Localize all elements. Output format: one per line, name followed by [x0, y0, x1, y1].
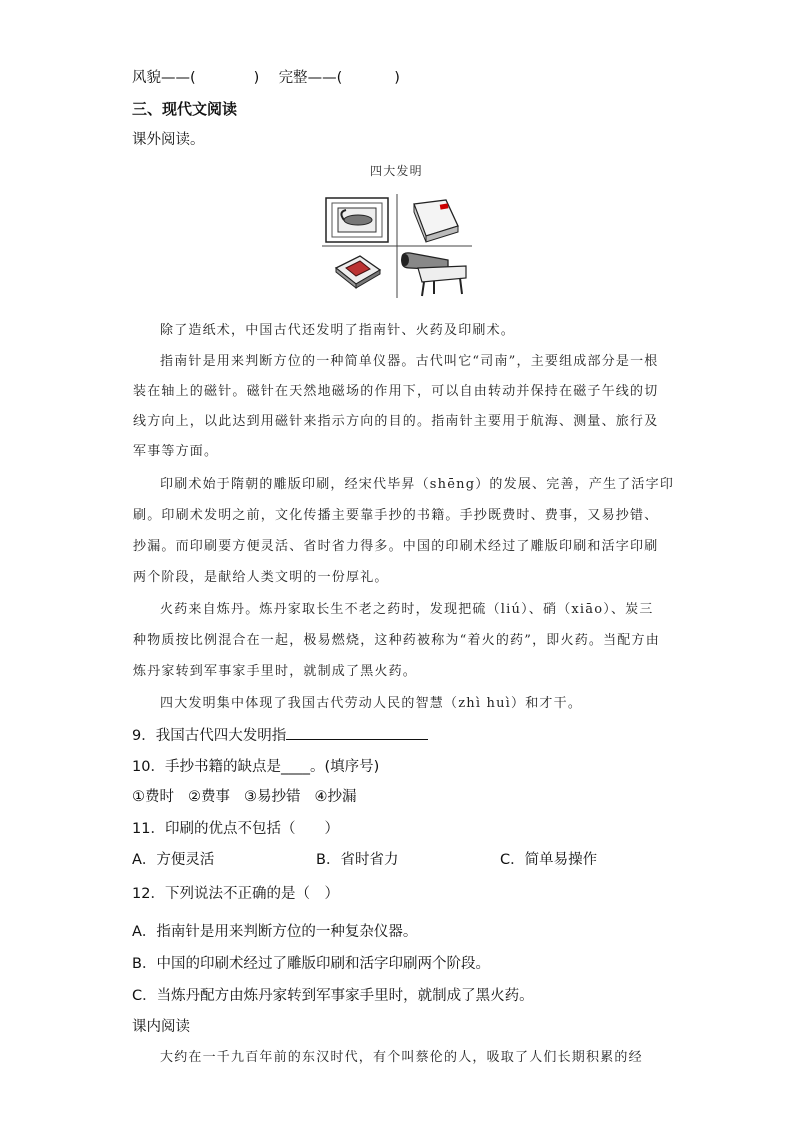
vocab-open-1: (	[190, 70, 196, 86]
article-p3-line-3: 抄漏。而印刷要方便灵活、省时省力得多。中国的印刷术经过了雕版印刷和活字印刷	[133, 539, 659, 554]
article-p2-line-3: 线方向上，以此达到用磁针来指示方向的目的。指南针主要用于航海、测量、旅行及	[133, 414, 659, 429]
vocab-open-2: (	[336, 70, 343, 86]
article-paragraph-5: 四大发明集中体现了我国古代劳动人民的智慧（zhì huì）和才干。	[160, 696, 583, 711]
q12-option-c[interactable]: C．当炼丹配方由炼丹家转到军事家手里时，就制成了黑火药。	[132, 988, 534, 1004]
article-p3-line-4: 两个阶段，是献给人类文明的一份厚礼。	[133, 570, 389, 585]
four-inventions-illustration	[318, 190, 476, 302]
question-9	[132, 724, 428, 745]
intra-reading-label: 课内阅读	[132, 1019, 190, 1035]
q11-option-c[interactable]: C．简单易操作	[500, 852, 598, 868]
paper-book-icon	[414, 200, 458, 242]
q10-option-2[interactable]: ②费事	[188, 789, 230, 805]
q10-option-4[interactable]: ④抄漏	[314, 789, 357, 805]
article-2-first-line: 大约在一千九百年前的东汉时代，有个叫蔡伦的人，吸取了人们长期积累的经	[160, 1050, 643, 1065]
article-p4-line-2: 种物质按比例混合在一起，极易燃烧，这种药被称为“着火的药”，即火药。当配方由	[133, 633, 660, 648]
question-9-answer-blank[interactable]	[286, 725, 428, 740]
q11-option-b[interactable]: B．省时省力	[316, 852, 399, 868]
question-10: 10．手抄书籍的缺点是____。(填序号)	[132, 759, 380, 775]
q11-option-a[interactable]: A．方便灵活	[132, 852, 215, 868]
printing-block-icon	[336, 256, 380, 288]
article-p4-line-3: 炼丹家转到军事家手里时，就制成了黑火药。	[133, 664, 418, 679]
article-p2-line-1: 指南针是用来判断方位的一种简单仪器。古代叫它“司南”，主要组成部分是一根	[160, 354, 659, 369]
article-p2-line-2: 装在轴上的磁针。磁针在天然地磁场的作用下，可以自由转动并保持在磁子午线的切	[133, 384, 659, 399]
article-p3-line-2: 刷。印刷术发明之前，文化传播主要靠手抄的书籍。手抄既费时、费事，又易抄错、	[133, 508, 659, 523]
article-p2-line-4: 军事等方面。	[133, 444, 219, 459]
article-p4-line-1: 火药来自炼丹。炼丹家取长生不老之药时，发现把硫（liú）、硝（xiāo）、炭三	[160, 602, 654, 617]
question-10-options	[132, 785, 357, 806]
vocab-dash-1: ——	[161, 70, 190, 86]
compass-icon	[326, 198, 388, 242]
vocab-close-2: )	[394, 70, 400, 86]
article-paragraph-1: 除了造纸术，中国古代还发明了指南针、火药及印刷术。	[160, 323, 516, 338]
vocab-word-2: 完整	[278, 70, 308, 86]
q10-option-3[interactable]: ③易抄错	[244, 789, 301, 805]
vocab-word-1: 风貌	[132, 70, 161, 86]
question-9-text: 9．我国古代四大发明指	[132, 728, 287, 744]
section-title: 三、现代文阅读	[132, 100, 238, 118]
article-p3-line-1: 印刷术始于隋朝的雕版印刷，经宋代毕昇（shēng）的发展、完善，产生了活字印	[160, 477, 675, 492]
vocab-close-1: )	[253, 70, 260, 86]
cannon-icon	[401, 253, 466, 296]
vocab-dash-2: ——	[307, 70, 337, 86]
question-12: 12．下列说法不正确的是（ ）	[132, 886, 339, 902]
q12-option-b[interactable]: B．中国的印刷术经过了雕版印刷和活字印刷两个阶段。	[132, 956, 490, 972]
q10-option-1[interactable]: ①费时	[132, 789, 174, 805]
q12-option-a[interactable]: A．指南针是用来判断方位的一种复杂仪器。	[132, 924, 418, 940]
extra-reading-label: 课外阅读。	[132, 132, 205, 148]
vocab-line	[132, 66, 400, 87]
question-11: 11．印刷的优点不包括（ ）	[132, 821, 339, 837]
article-title: 四大发明	[370, 164, 423, 178]
